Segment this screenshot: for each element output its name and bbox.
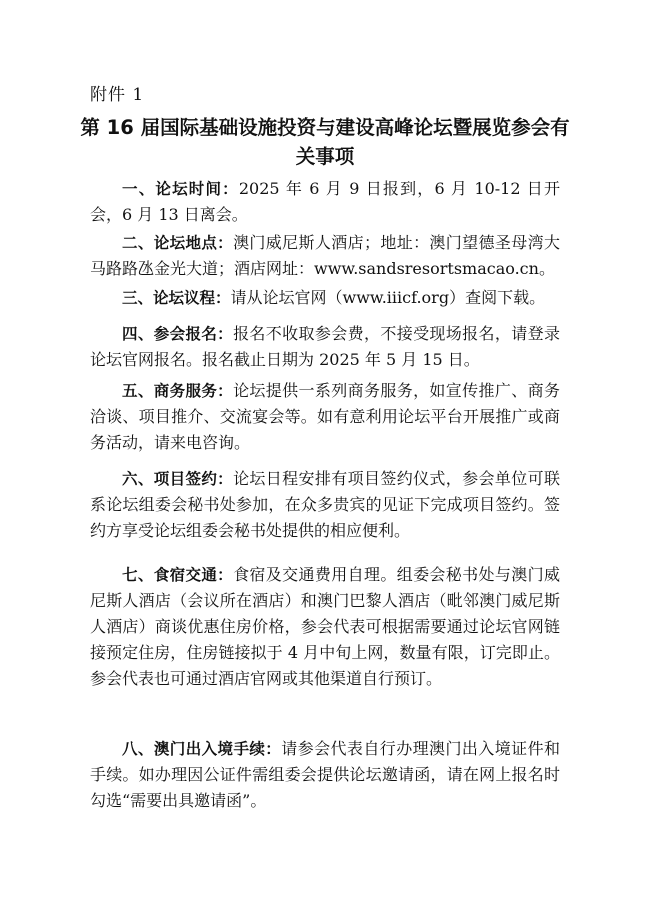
section-accommodation-transport: [90, 562, 560, 692]
section-heading: 四、参会报名：: [122, 325, 234, 343]
section-heading: 六、项目签约：: [122, 470, 234, 488]
section-heading: 二、论坛地点：: [122, 234, 234, 252]
section-text: 食宿及交通费用自理。组委会秘书处与澳门威尼斯人酒店（会议所在酒店）和澳门巴黎人酒店（毗邻澳门威尼斯人酒店）商谈优惠住房价格，参会代表可根据需要通过论坛官网链接预定住房，住房链接拟于 4 月中旬上网，数量有限，订完即止。参会代表也可通过酒店官网或其他渠道自行预订。: [90, 565, 560, 688]
section-text: 请参会代表自行办理澳门出入境证件和手续。如办理因公证件需组委会提供论坛邀请函，请在网上报名时勾选“需要出具邀请函”。: [90, 739, 560, 810]
section-heading: 三、论坛议程：: [122, 289, 231, 307]
section-text: 论坛提供一系列商务服务，如宣传推广、商务洽谈、项目推介、交流宴会等。如有意利用论坛平台开展推广或商务活动，请来电咨询。: [90, 381, 560, 452]
section-forum-venue: [90, 230, 560, 282]
document-title: 第 16 届国际基础设施投资与建设高峰论坛暨展览参会有关事项: [80, 116, 570, 168]
attachment-label: 附件 1: [90, 85, 145, 105]
section-heading: 七、食宿交通：: [122, 566, 234, 584]
section-forum-time: [90, 176, 560, 228]
section-heading: 五、商务服务：: [122, 382, 234, 400]
section-text: 报名不收取参会费，不接受现场报名，请登录论坛官网报名。报名截止日期为 2025 年 5 月 15 日。: [90, 324, 560, 369]
section-text: 请从论坛官网（www.iiicf.org）查阅下载。: [230, 288, 546, 307]
section-business-services: [90, 378, 560, 456]
section-heading: 一、论坛时间：: [122, 180, 239, 198]
section-registration: [90, 321, 560, 373]
section-heading: 八、澳门出入境手续：: [122, 740, 282, 758]
section-text: 论坛日程安排有项目签约仪式，参会单位可联系论坛组委会秘书处参加，在众多贵宾的见证下完成项目签约。签约方享受论坛组委会秘书处提供的相应便利。: [90, 469, 560, 540]
section-text: 2025 年 6 月 9 日报到，6 月 10-12 日开会，6 月 13 日离会。: [90, 179, 560, 224]
section-forum-agenda: [90, 285, 560, 311]
section-text: 澳门威尼斯人酒店；地址：澳门望德圣母湾大马路路氹金光大道；酒店网址：www.sandsresortsmacao.cn。: [90, 233, 560, 278]
section-project-signing: [90, 466, 560, 544]
section-macao-entry-exit: [90, 736, 560, 814]
